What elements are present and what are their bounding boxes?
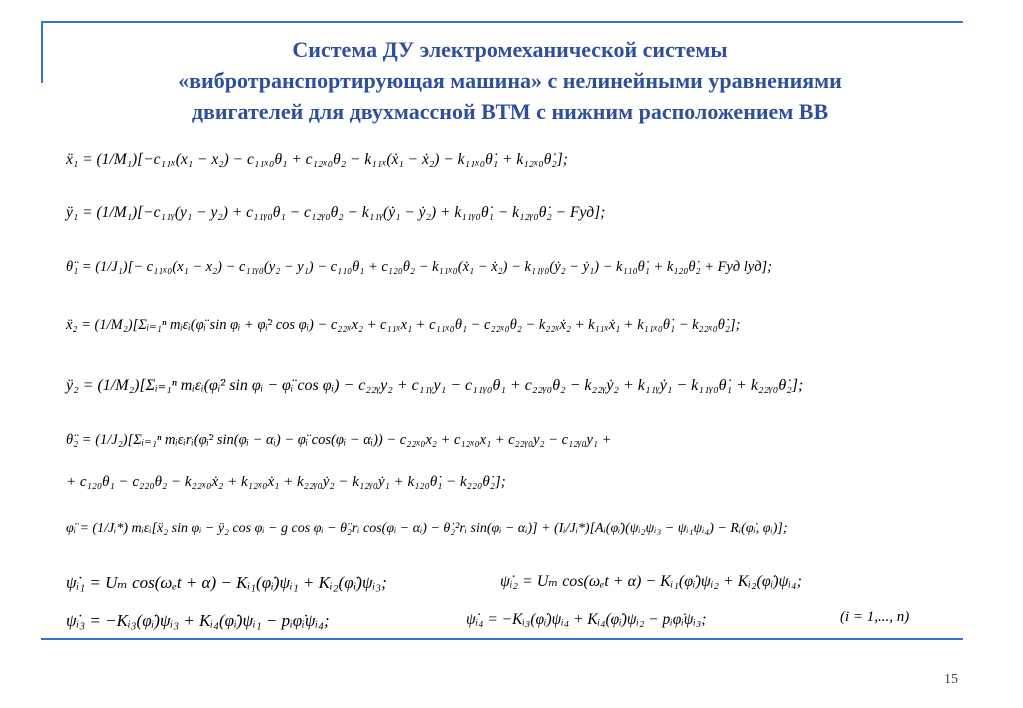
equation-phi: φ̈ᵢ = (1/Jᵢ*) mᵢεᵢ[ẍ₂ sin φᵢ − ÿ₂ cos φᵢ − g cos φᵢ − θ̈₂rᵢ cos(φᵢ − αᵢ) − θ̇₂²rᵢ sin(φᵢ − αᵢ)] + (Iᵢ/Jᵢ*)[Aᵢ(φ̇ᵢ)(ψᵢ₂ψᵢ₃ − ψᵢ₁ψᵢ₄) − Rᵢ(φ̇ᵢ, φᵢ)]; [66,521,788,536]
bottom-rule [41,638,963,640]
equation-y1: ÿ₁ = (1/M₁)[−c₁₁ᵧ(y₁ − y₂) + c₁₁ᵧ₀θ₁ − c₁₂ᵧ₀θ₂ − k₁₁ᵧ(ẏ₁ − ẏ₂) + k₁₁ᵧ₀θ̇₁ − k₁₂ᵧ₀θ̇₂ − Fуд]; [66,204,606,221]
slide-title [60,34,960,127]
title-line-1: Система ДУ электромеханической системы [292,37,728,62]
equation-theta1: θ̈₁ = (1/J₁)[− c₁₁ₓ₀(x₁ − x₂) − c₁₁ᵧ₀(y₂ − y₁) − c₁₁₀θ₁ + c₁₂₀θ₂ − k₁₁ₓ₀(ẋ₁ − ẋ₂) − k₁₁ᵧ₀(ẏ₂ − ẏ₁) − k₁₁₀θ̇₁ + k₁₂₀θ̇₂ + Fуд lуд]; [66,259,773,275]
equation-psi2: ψ̇ᵢ₂ = Uₘ cos(ωₑt + α) − Kᵢ₁(φ̇ᵢ)ψᵢ₂ + Kᵢ₂(φ̇ᵢ)ψᵢ₄; [500,573,802,590]
equation-psi1: ψ̇ᵢ₁ = Uₘ cos(ωₑt + α) − Kᵢ₁(φ̇ᵢ)ψᵢ₁ + Kᵢ₂(φ̇ᵢ)ψᵢ₃; [66,573,387,592]
title-line-2: «вибротранспортирующая машина» с нелинейными уравнениями [178,68,842,93]
title-line-3: двигателей для двухмассной ВТМ с нижним расположением ВВ [191,99,829,124]
top-rule [41,21,963,23]
equation-psi4: ψ̇ᵢ₄ = −Kᵢ₃(φ̇ᵢ)ψᵢ₄ + Kᵢ₄(φ̇ᵢ)ψᵢ₂ − pᵢφ̇ᵢψᵢ₃; [466,611,707,628]
equation-theta2-line1: θ̈₂ = (1/J₂)[Σᵢ₌₁ⁿ mᵢεᵢrᵢ(φ̇ᵢ² sin(φᵢ − αᵢ) − φ̈ᵢ cos(φᵢ − αᵢ)) − c₂₂ₓ₀x₂ + c₁₂ₓ₀x₁ + c₂₂ᵧ₀y₂ − c₁₂ᵧ₀y₁ + [66,432,612,448]
equation-psi3: ψ̇ᵢ₃ = −Kᵢ₃(φ̇ᵢ)ψᵢ₃ + Kᵢ₄(φ̇ᵢ)ψᵢ₁ − pᵢφ̇ᵢψᵢ₄; [66,611,330,630]
page-number: 15 [944,672,958,687]
equation-x1: ẍ₁ = (1/M₁)[−c₁₁ₓ(x₁ − x₂) − c₁₁ₓ₀θ₁ + c₁₂ₓ₀θ₂ − k₁₁ₓ(ẋ₁ − ẋ₂) − k₁₁ₓ₀θ̇₁ + k₁₂ₓ₀θ̇₂]; [66,151,568,168]
equation-y2: ÿ₂ = (1/M₂)[Σᵢ₌₁ⁿ mᵢεᵢ(φ̇ᵢ² sin φᵢ − φ̈ᵢ cos φᵢ) − c₂₂ᵧy₂ + c₁₁ᵧy₁ − c₁₁ᵧ₀θ₁ + c₂₂ᵧ₀θ₂ − k₂₂ᵧẏ₂ + k₁₁ᵧẏ₁ − k₁₁ᵧ₀θ̇₁ + k₂₂ᵧ₀θ̇₂]; [66,377,804,394]
equation-theta2-line2: + c₁₂₀θ₁ − c₂₂₀θ₂ − k₂₂ₓ₀ẋ₂ + k₁₂ₓ₀ẋ₁ + k₂₂ᵧ₀ẏ₂ − k₁₂ᵧ₀ẏ₁ + k₁₂₀θ̇₁ − k₂₂₀θ̇₂]; [66,474,506,490]
left-rule [41,21,43,83]
equation-x2: ẍ₂ = (1/M₂)[Σᵢ₌₁ⁿ mᵢεᵢ(φ̈ᵢ sin φᵢ + φ̇ᵢ² cos φᵢ) − c₂₂ₓx₂ + c₁₁ₓx₁ + c₁₁ₓ₀θ₁ − c₂₂ₓ₀θ₂ − k₂₂ₓẋ₂ + k₁₁ₓẋ₁ + k₁₁ₓ₀θ̇₁ − k₂₂ₓ₀θ̇₂]; [66,317,741,333]
index-range: (i = 1,..., n) [840,609,910,625]
